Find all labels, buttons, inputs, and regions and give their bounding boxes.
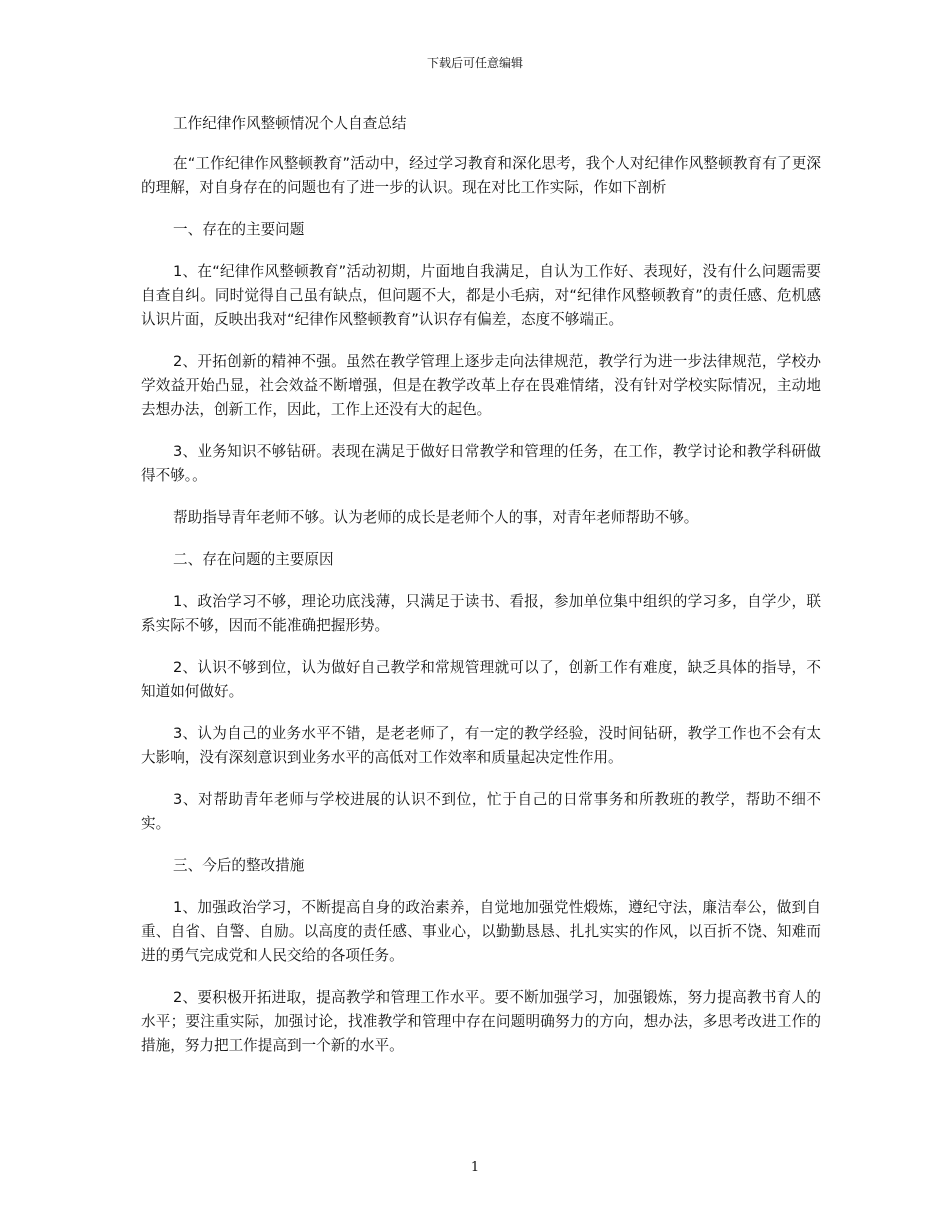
- paragraph: 帮助指导青年老师不够。认为老师的成长是老师个人的事，对青年老师帮助不够。: [173, 509, 699, 526]
- section-heading-3: 三、今后的整改措施: [173, 857, 305, 874]
- paragraph: 3、业务知识不够钻研。表现在满足于做好日常教学和管理的任务，在工作，教学讨论和教学科研做得不够。。: [141, 443, 821, 484]
- paragraph: 1、政治学习不够，理论功底浅薄，只满足于读书、看报，参加单位集中组织的学习多，自学少，联系实际不够，因而不能准确把握形势。: [141, 593, 821, 634]
- paragraph: 3、对帮助青年老师与学校进展的认识不到位，忙于自己的日常事务和所教班的教学，帮助不细不实。: [141, 791, 821, 832]
- section-heading-1: 一、存在的主要问题: [173, 221, 305, 238]
- document-title: 工作纪律作风整顿情况个人自查总结: [173, 115, 407, 132]
- page-number: 1: [470, 1160, 480, 1175]
- paragraph: 1、在“纪律作风整顿教育”活动初期，片面地自我满足，自认为工作好、表现好，没有什么问题需要自查自纠。同时觉得自己虽有缺点，但问题不大，都是小毛病，对“纪律作风整顿教育”的责任感、危机感认识片面，反映出我对“纪律作风整顿教育”认识存有偏差，态度不够端正。: [141, 263, 821, 328]
- paragraph: 2、认识不够到位，认为做好自己教学和常规管理就可以了，创新工作有难度，缺乏具体的指导，不知道如何做好。: [141, 659, 821, 700]
- paragraph: 2、要积极开拓进取，提高教学和管理工作水平。要不断加强学习，加强锻炼，努力提高教书育人的水平；要注重实际，加强讨论，找准教学和管理中存在问题明确努力的方向，想办法，多思考改进工作的措施，努力把工作提高到一个新的水平。: [141, 989, 821, 1054]
- section-heading-2: 二、存在问题的主要原因: [173, 551, 334, 568]
- paragraph: 3、认为自己的业务水平不错，是老老师了，有一定的教学经验，没时间钻研，教学工作也不会有太大影响，没有深刻意识到业务水平的高低对工作效率和质量起决定性作用。: [141, 725, 821, 766]
- paragraph: 2、开拓创新的精神不强。虽然在教学管理上逐步走向法律规范，教学行为进一步法律规范，学校办学效益开始凸显，社会效益不断增强，但是在教学改革上存在畏难情绪，没有针对学校实际情况，主动地去想办法，创新工作，因此，工作上还没有大的起色。: [141, 353, 821, 418]
- paragraph: 1、加强政治学习，不断提高自身的政治素养，自觉地加强党性煅炼，遵纪守法，廉洁奉公，做到自重、自省、自警、自励。以高度的责任感、事业心，以勤勤恳恳、扎扎实实的作风，以百折不饶、知难而进的勇气完成党和人民交给的各项任务。: [141, 899, 821, 964]
- intro-paragraph: 在“工作纪律作风整顿教育”活动中，经过学习教育和深化思考，我个人对纪律作风整顿教育有了更深的理解，对自身存在的问题也有了进一步的认识。现在对比工作实际，作如下剖析: [141, 155, 821, 196]
- document-body: [141, 112, 821, 1076]
- page-header: 下载后可任意编辑: [426, 56, 523, 70]
